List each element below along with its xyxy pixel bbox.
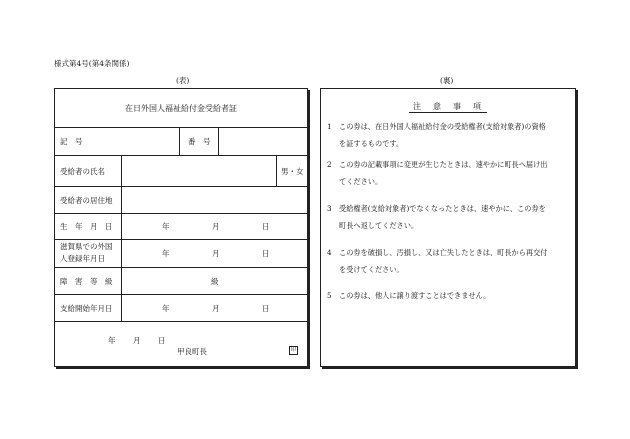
disability-row (55, 267, 307, 295)
note-number: 1 (327, 122, 332, 131)
birth-month: 月 (212, 222, 220, 231)
note-item (327, 245, 569, 278)
shiga-label-line1: 滋賀県での外国 (60, 242, 113, 251)
note-item (327, 119, 569, 152)
note-continuation: を証するものです。 (339, 138, 404, 148)
note-line: この券は、在日外国人福祉給付金の受給権者(支給対象者)の資格 (339, 122, 546, 131)
title-row (55, 89, 307, 128)
note-continuation: てください。 (339, 176, 383, 186)
note-line: 受給権者(支給対象者)でなくなったときは、速やかに、この券を (339, 204, 546, 213)
gender-label: 男・女 (281, 167, 304, 176)
note-continuation: を受けてください。 (339, 264, 404, 274)
number-label: 番 号 (188, 137, 211, 146)
disability-unit: 級 (211, 277, 219, 286)
certificate-title: 在日外国人福祉給付金受給者証 (125, 104, 237, 113)
note-continuation: 町長へ返してください。 (339, 220, 419, 230)
note-line: この券の記載事項に変更が生じたときは、速やかに町長へ届け出 (339, 160, 548, 169)
back-card (320, 88, 576, 367)
note-line: この券を破損し、汚損し、又は亡失したときは、町長から再交付 (339, 248, 548, 257)
note-item (327, 288, 569, 305)
start-row (55, 294, 307, 322)
issuer-name: 甲良町長 (177, 347, 207, 356)
shiga-registration-row (55, 239, 307, 268)
note-number: 3 (327, 204, 332, 213)
shiga-day: 日 (262, 249, 270, 258)
notes-title (321, 101, 575, 112)
issue-year: 年 (108, 336, 116, 345)
name-row (55, 155, 307, 187)
record-number-row (55, 127, 307, 156)
start-label: 支給開始年月日 (60, 304, 113, 313)
record-label: 記 号 (60, 137, 83, 146)
birth-row (55, 213, 307, 240)
birth-year: 年 (162, 222, 170, 231)
note-number: 4 (327, 248, 332, 257)
disability-label: 障 害 等 級 (60, 277, 113, 286)
note-number: 5 (327, 291, 332, 300)
form-label: 様式第4号(第4条関係) (54, 59, 130, 68)
note-line: この券は、他人に譲り渡すことはできません。 (339, 291, 491, 300)
start-year: 年 (162, 304, 170, 313)
note-item (327, 157, 569, 190)
back-side-label: (裏) (440, 76, 454, 85)
shiga-label-line2: 人登録年月日 (60, 254, 105, 263)
front-side-label: (表) (176, 76, 190, 85)
birth-day: 日 (262, 222, 270, 231)
note-number: 2 (327, 160, 332, 169)
notes-title-text: 注 意 事 項 (409, 102, 487, 113)
shiga-month: 月 (212, 249, 220, 258)
address-row (55, 186, 307, 214)
note-item (327, 201, 569, 234)
start-day: 日 (262, 304, 270, 313)
start-month: 月 (212, 304, 220, 313)
issue-day: 日 (158, 336, 166, 345)
name-label: 受給者の氏名 (60, 167, 105, 176)
issue-month: 月 (133, 336, 141, 345)
seal-mark: 印 (290, 347, 297, 353)
address-label: 受給者の居住地 (60, 196, 113, 205)
shiga-year: 年 (162, 249, 170, 258)
front-card (54, 88, 308, 367)
birth-label: 生 年 月 日 (60, 222, 113, 231)
